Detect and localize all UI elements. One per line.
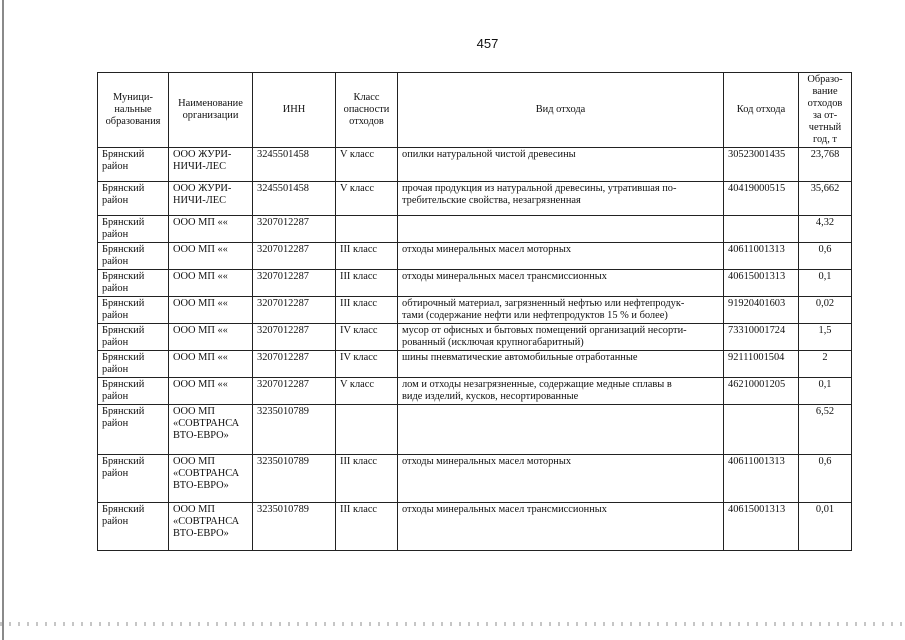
- cell-waste-type: лом и отходы незагрязненные, содержащие медные сплавы в виде изделий, кусков, несортированные: [398, 378, 724, 405]
- cell-hazard-class: III класс: [336, 297, 398, 324]
- table-row: [98, 351, 852, 378]
- cell-waste-code: [724, 405, 799, 455]
- cell-waste-type: отходы минеральных масел трансмиссионных: [398, 503, 724, 551]
- cell-mass: 35,662: [799, 182, 852, 216]
- cell-waste-type: отходы минеральных масел моторных: [398, 455, 724, 503]
- header-row: [98, 73, 852, 148]
- table-row: [98, 182, 852, 216]
- cell-inn: 3235010789: [253, 503, 336, 551]
- table-row: [98, 324, 852, 351]
- cell-organization: ООО МП ««: [169, 270, 253, 297]
- cell-mass: 23,768: [799, 148, 852, 182]
- cell-inn: 3235010789: [253, 405, 336, 455]
- cell-municipality: Брянский район: [98, 270, 169, 297]
- cell-waste-type: мусор от офисных и бытовых помещений организаций несорти- рованный (исключая крупногабаритный): [398, 324, 724, 351]
- cell-inn: 3245501458: [253, 182, 336, 216]
- cell-hazard-class: III класс: [336, 455, 398, 503]
- cell-municipality: Брянский район: [98, 351, 169, 378]
- cell-organization: ООО МП ««: [169, 351, 253, 378]
- cell-organization: ООО МП ««: [169, 324, 253, 351]
- cell-waste-type: отходы минеральных масел трансмиссионных: [398, 270, 724, 297]
- cell-organization: ООО МП «СОВТРАНСА ВТО-ЕВРО»: [169, 503, 253, 551]
- waste-table: [97, 72, 852, 551]
- table-body: [98, 148, 852, 551]
- table-row: [98, 270, 852, 297]
- table-row: [98, 503, 852, 551]
- table-header: [98, 73, 852, 148]
- cell-municipality: Брянский район: [98, 324, 169, 351]
- cell-organization: ООО МП «СОВТРАНСА ВТО-ЕВРО»: [169, 455, 253, 503]
- table-row: [98, 243, 852, 270]
- cell-mass: 0,01: [799, 503, 852, 551]
- table-row: [98, 405, 852, 455]
- cell-organization: ООО МП ««: [169, 243, 253, 270]
- cell-inn: 3207012287: [253, 243, 336, 270]
- cell-mass: 0,6: [799, 243, 852, 270]
- cell-waste-code: 46210001205: [724, 378, 799, 405]
- cell-mass: 0,02: [799, 297, 852, 324]
- scan-bottom-artifact: [0, 622, 905, 626]
- cell-waste-type: [398, 216, 724, 243]
- cell-inn: 3207012287: [253, 351, 336, 378]
- header-waste-code: Код отхода: [724, 73, 799, 148]
- cell-organization: ООО МП ««: [169, 297, 253, 324]
- table-row: [98, 216, 852, 243]
- cell-waste-code: 40611001313: [724, 243, 799, 270]
- cell-waste-type: [398, 405, 724, 455]
- cell-mass: 6,52: [799, 405, 852, 455]
- cell-hazard-class: [336, 216, 398, 243]
- cell-inn: 3207012287: [253, 270, 336, 297]
- cell-municipality: Брянский район: [98, 503, 169, 551]
- cell-municipality: Брянский район: [98, 405, 169, 455]
- cell-waste-code: 91920401603: [724, 297, 799, 324]
- header-waste-type: Вид отхода: [398, 73, 724, 148]
- page-number: 457: [476, 36, 499, 51]
- cell-hazard-class: III класс: [336, 503, 398, 551]
- header-hazard-class: Класс опасности отходов: [336, 73, 398, 148]
- cell-municipality: Брянский район: [98, 148, 169, 182]
- cell-mass: 0,6: [799, 455, 852, 503]
- cell-waste-type: шины пневматические автомобильные отработанные: [398, 351, 724, 378]
- cell-waste-type: обтирочный материал, загрязненный нефтью или нефтепродук- тами (содержание нефти или нефтепродуктов 15 % и более): [398, 297, 724, 324]
- cell-hazard-class: IV класс: [336, 351, 398, 378]
- cell-municipality: Брянский район: [98, 182, 169, 216]
- header-municipality: Муници- нальные образования: [98, 73, 169, 148]
- cell-waste-code: 92111001504: [724, 351, 799, 378]
- cell-mass: 1,5: [799, 324, 852, 351]
- cell-waste-type: опилки натуральной чистой древесины: [398, 148, 724, 182]
- cell-mass: 2: [799, 351, 852, 378]
- cell-inn: 3235010789: [253, 455, 336, 503]
- cell-waste-type: прочая продукция из натуральной древесины, утратившая по- требительские свойства, незагрязненная: [398, 182, 724, 216]
- table-row: [98, 297, 852, 324]
- cell-waste-code: 73310001724: [724, 324, 799, 351]
- cell-mass: 4,32: [799, 216, 852, 243]
- cell-waste-type: отходы минеральных масел моторных: [398, 243, 724, 270]
- cell-municipality: Брянский район: [98, 455, 169, 503]
- cell-hazard-class: III класс: [336, 270, 398, 297]
- cell-mass: 0,1: [799, 378, 852, 405]
- cell-hazard-class: III класс: [336, 243, 398, 270]
- header-inn: ИНН: [253, 73, 336, 148]
- cell-inn: 3207012287: [253, 324, 336, 351]
- scan-left-edge: [2, 0, 4, 640]
- cell-mass: 0,1: [799, 270, 852, 297]
- cell-organization: ООО МП ««: [169, 216, 253, 243]
- cell-inn: 3207012287: [253, 378, 336, 405]
- table-row: [98, 378, 852, 405]
- cell-inn: 3207012287: [253, 216, 336, 243]
- cell-waste-code: 30523001435: [724, 148, 799, 182]
- cell-waste-code: 40615001313: [724, 270, 799, 297]
- cell-hazard-class: V класс: [336, 148, 398, 182]
- cell-municipality: Брянский район: [98, 297, 169, 324]
- cell-municipality: Брянский район: [98, 216, 169, 243]
- header-mass: Образо- вание отходов за от- четный год, т: [799, 73, 852, 148]
- cell-organization: ООО ЖУРИ- НИЧИ-ЛЕС: [169, 148, 253, 182]
- cell-hazard-class: IV класс: [336, 324, 398, 351]
- cell-inn: 3245501458: [253, 148, 336, 182]
- table-row: [98, 455, 852, 503]
- cell-hazard-class: V класс: [336, 378, 398, 405]
- cell-organization: ООО ЖУРИ- НИЧИ-ЛЕС: [169, 182, 253, 216]
- cell-municipality: Брянский район: [98, 243, 169, 270]
- cell-organization: ООО МП ««: [169, 378, 253, 405]
- cell-inn: 3207012287: [253, 297, 336, 324]
- cell-hazard-class: V класс: [336, 182, 398, 216]
- cell-organization: ООО МП «СОВТРАНСА ВТО-ЕВРО»: [169, 405, 253, 455]
- cell-waste-code: 40419000515: [724, 182, 799, 216]
- cell-municipality: Брянский район: [98, 378, 169, 405]
- cell-waste-code: [724, 216, 799, 243]
- cell-waste-code: 40611001313: [724, 455, 799, 503]
- header-organization: Наименование организации: [169, 73, 253, 148]
- cell-waste-code: 40615001313: [724, 503, 799, 551]
- table-row: [98, 148, 852, 182]
- cell-hazard-class: [336, 405, 398, 455]
